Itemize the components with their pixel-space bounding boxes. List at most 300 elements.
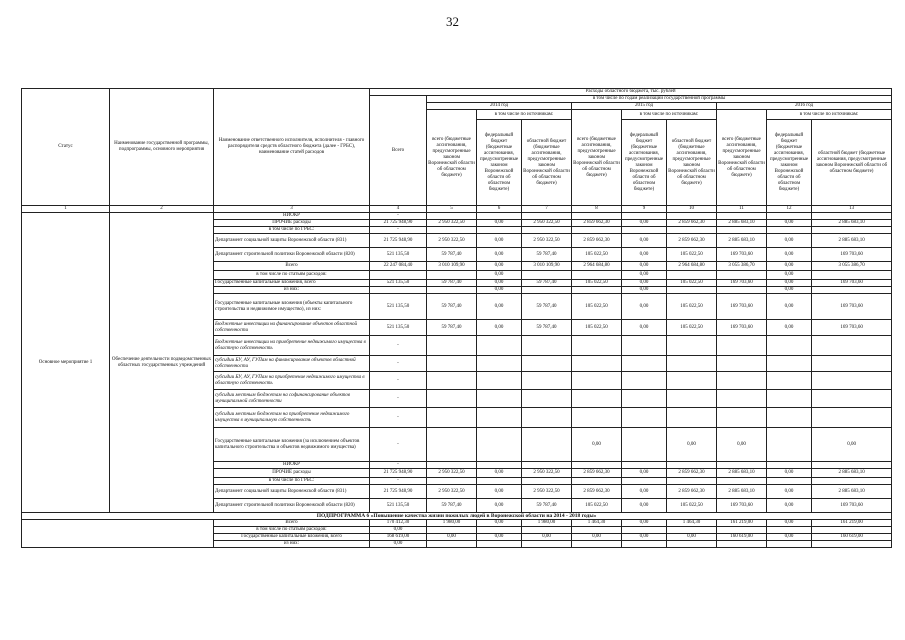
value-cell [812,527,892,534]
value-cell [427,372,477,390]
value-cell [767,227,812,234]
value-cell [717,356,767,372]
row-label: НИОКР [214,462,370,469]
value-cell [667,287,717,294]
value-cell: 1 980,00 [522,520,572,527]
value-cell: 0,00 [477,485,522,499]
value-cell [812,336,892,356]
column-number: 7 [522,206,572,213]
value-cell: 2 859 662,30 [667,220,717,227]
value-cell [667,408,717,428]
value-cell: 168 619,00 [370,534,427,541]
value-cell: 0,00 [767,534,812,541]
value-cell: 2 964 684,80 [572,262,622,271]
value-cell [427,462,477,469]
value-cell [522,271,572,280]
value-cell: 0,00 [767,499,812,513]
value-cell: 2 950 322,50 [427,469,477,478]
value-cell [477,227,522,234]
value-cell [522,527,572,534]
value-cell [522,428,572,462]
header-2014-regional: областной бюджет (бюджетные ассигнования, предусмотренные законом Воронежской области об областном бюджете) [522,120,572,206]
header-2014-federal: федеральный бюджет (бюджетные ассигнования, предусмотренные законом Воронежской области об областном бюджете) [477,120,522,206]
column-number: 8 [572,206,622,213]
value-cell: 3 010 109,90 [522,262,572,271]
row-label: ПРОЧИЕ расходы [214,220,370,227]
value-cell: 105 022,50 [667,248,717,262]
row-label: Департамент социальной защиты Воронежской области (831) [214,234,370,248]
value-cell [767,462,812,469]
value-cell [767,390,812,408]
header-2016-regional: областной бюджет (бюджетные ассигнования, предусмотренные законом Воронежской области об областном бюджете) [812,120,892,206]
value-cell: 0,00 [667,534,717,541]
value-cell: 0,00 [622,220,667,227]
header-expenses-group: Расходы областного бюджета, тыс. рублей [370,89,892,96]
table-body [22,213,892,513]
value-cell: 0,00 [717,428,767,462]
value-cell: 169 703,60 [717,320,767,336]
value-cell: 2 950 322,50 [522,485,572,499]
value-cell: 160 619,00 [717,534,767,541]
value-cell: 0,00 [667,428,717,462]
value-cell: 0,00 [767,248,812,262]
value-cell: - [370,478,427,485]
value-cell [667,478,717,485]
value-cell: 0,00 [767,320,812,336]
value-cell: 2 885 683,10 [812,469,892,478]
header-2015-sources: в том числе по источникам: [622,110,717,120]
value-cell: 2 950 322,50 [427,485,477,499]
value-cell [667,541,717,548]
row-label: Департамент социальной защиты Воронежской области (831) [214,485,370,499]
value-cell [717,478,767,485]
value-cell [572,287,622,294]
value-cell [812,390,892,408]
subprogram-row [22,520,892,527]
value-cell [622,227,667,234]
value-cell [667,390,717,408]
row-label: Всего [214,262,370,271]
value-cell [622,213,667,220]
row-label: в том числе по статьям расходов: [214,271,370,280]
value-cell [370,287,427,294]
value-cell: 169 703,60 [717,499,767,513]
budget-document [21,88,891,548]
value-cell: 169 703,60 [812,320,892,336]
value-cell: 169 703,60 [717,280,767,287]
value-cell [572,527,622,534]
header-years-group: в том числе по годам реализации государственной программы [427,96,892,103]
table-header [22,89,892,213]
column-number: 2 [110,206,214,213]
value-cell: 0,00 [477,271,522,280]
value-cell: 21 725 948,90 [370,220,427,227]
value-cell: 0,00 [572,534,622,541]
value-cell: 161 219,00 [717,520,767,527]
value-cell: 0,00 [427,534,477,541]
value-cell [812,478,892,485]
value-cell [522,408,572,428]
value-cell: 2 885 683,10 [717,485,767,499]
value-cell: - [370,462,427,469]
value-cell: 0,00 [767,262,812,271]
value-cell: 0,00 [622,499,667,513]
column-number: 5 [427,206,477,213]
value-cell: 3 055 386,70 [812,262,892,271]
value-cell: 2 950 322,50 [522,234,572,248]
value-cell: 0,00 [622,485,667,499]
value-cell: 21 725 948,90 [370,469,427,478]
value-cell [812,408,892,428]
value-cell: 2 859 662,30 [667,485,717,499]
value-cell: 0,00 [477,499,522,513]
value-cell: 0,00 [622,262,667,271]
value-cell: 59 787,40 [427,294,477,320]
value-cell [717,527,767,534]
value-cell: 21 725 948,90 [370,234,427,248]
value-cell [667,336,717,356]
page-number: 32 [446,14,459,29]
row-label: в том числе по ГРБС: [214,227,370,234]
row-label: из них: [214,541,370,548]
value-cell [667,227,717,234]
value-cell: 22 247 084,40 [370,262,427,271]
column-number: 9 [622,206,667,213]
status-cell: Основное мероприятие 1 [22,213,110,513]
value-cell [427,213,477,220]
value-cell: 59 787,40 [522,280,572,287]
value-cell [522,227,572,234]
value-cell: 105 022,50 [667,320,717,336]
value-cell: 59 787,40 [427,248,477,262]
value-cell [767,478,812,485]
subprogram-body [22,520,892,548]
value-cell [427,336,477,356]
value-cell [572,336,622,356]
value-cell [717,390,767,408]
header-total: Всего [370,96,427,206]
value-cell [717,336,767,356]
value-cell [522,213,572,220]
value-cell: 169 703,60 [812,280,892,287]
row-label: Бюджетные инвестиции на финансирование объектов областной собственности [214,320,370,336]
value-cell: 170 412,30 [370,520,427,527]
value-cell [522,462,572,469]
table-row [22,213,892,220]
value-cell [767,541,812,548]
subprogram-section [22,513,892,520]
value-cell [522,372,572,390]
row-label: из них: [214,287,370,294]
value-cell: 0,00 [522,534,572,541]
value-cell [522,287,572,294]
value-cell: 0,00 [622,271,667,280]
value-cell: 2 964 684,80 [667,262,717,271]
value-cell: 59 787,40 [522,320,572,336]
value-cell: 0,00 [622,248,667,262]
column-number: 1 [22,206,110,213]
value-cell: 2 885 683,10 [717,220,767,227]
value-cell [717,287,767,294]
column-number: 10 [667,206,717,213]
value-cell: 105 022,50 [572,248,622,262]
header-program: Наименование государственной программы, подпрограммы, основного мероприятия [110,89,214,206]
value-cell: 0,00 [767,485,812,499]
value-cell [477,428,522,462]
value-cell: 0,00 [477,320,522,336]
value-cell: 160 619,00 [812,534,892,541]
value-cell [477,527,522,534]
value-cell [717,372,767,390]
value-cell [427,390,477,408]
value-cell [622,372,667,390]
value-cell: 0,00 [622,320,667,336]
value-cell: 0,00 [812,428,892,462]
header-year-2015: 2015 год [572,103,717,110]
value-cell [572,227,622,234]
value-cell: 105 022,50 [667,280,717,287]
value-cell [767,527,812,534]
value-cell [667,372,717,390]
value-cell: 2 885 683,10 [812,220,892,227]
value-cell: 0,00 [622,294,667,320]
value-cell: - [370,408,427,428]
value-cell: 0,00 [572,428,622,462]
value-cell: 0,00 [622,280,667,287]
value-cell: 59 787,40 [427,499,477,513]
value-cell [522,541,572,548]
header-year-2014: 2014 год [427,103,572,110]
header-executor: Наименование ответственного исполнителя, исполнителя - главного распорядителя средств областного бюджета (далее - ГРБС), наименование статей расходов [214,89,370,206]
value-cell: 2 859 662,30 [572,469,622,478]
value-cell [522,478,572,485]
value-cell: 2 950 322,50 [427,234,477,248]
value-cell [812,227,892,234]
value-cell [572,356,622,372]
value-cell [767,372,812,390]
value-cell: - [370,428,427,462]
value-cell [767,336,812,356]
value-cell: 105 022,50 [572,280,622,287]
value-cell: 0,00 [622,520,667,527]
value-cell: - [370,213,427,220]
value-cell: - [370,227,427,234]
row-label: субсидии БУ, АУ, ГУПам на приобретение недвижимого имущества в областную собственность [214,372,370,390]
value-cell [427,478,477,485]
value-cell: 169 703,60 [812,499,892,513]
value-cell [572,271,622,280]
value-cell: 2 859 662,30 [572,485,622,499]
header-status: Статус [22,89,110,206]
value-cell: 0,00 [477,520,522,527]
header-2014-sources: в том числе по источникам: [477,110,572,120]
value-cell [717,227,767,234]
row-label: субсидии местным бюджетам на приобретение недвижимого имущества в муниципальную собственность [214,408,370,428]
value-cell [572,372,622,390]
value-cell: 2 859 662,30 [667,469,717,478]
value-cell: 521 135,50 [370,499,427,513]
row-label: субсидии местным бюджетам на софинансирование объектов муниципальной собственности [214,390,370,408]
value-cell: 21 725 948,90 [370,485,427,499]
value-cell: 3 055 386,70 [717,262,767,271]
value-cell [767,408,812,428]
value-cell: 0,00 [622,234,667,248]
value-cell [622,541,667,548]
value-cell [622,408,667,428]
value-cell [812,287,892,294]
value-cell [717,213,767,220]
value-cell [812,271,892,280]
value-cell: 2 859 662,30 [572,234,622,248]
value-cell: 0,00 [370,541,427,548]
value-cell [477,213,522,220]
column-number: 4 [370,206,427,213]
value-cell: 105 022,50 [572,499,622,513]
column-number: 11 [717,206,767,213]
value-cell [427,428,477,462]
row-label: в том числе по ГРБС: [214,478,370,485]
value-cell [572,541,622,548]
value-cell: 0,00 [767,294,812,320]
value-cell: 2 950 322,50 [427,220,477,227]
value-cell [572,390,622,408]
value-cell [667,356,717,372]
value-cell: 0,00 [622,534,667,541]
column-number: 6 [477,206,522,213]
value-cell: 169 703,60 [812,294,892,320]
column-number: 3 [214,206,370,213]
value-cell [812,541,892,548]
row-label: Государственные капитальные вложения (объекты капитального строительства и недвижимое имущество), из них: [214,294,370,320]
column-number: 12 [767,206,812,213]
value-cell: 0,00 [370,527,427,534]
value-cell: 2 859 662,30 [572,220,622,227]
column-number: 13 [812,206,892,213]
budget-table [21,88,892,548]
value-cell: - [370,372,427,390]
value-cell: 59 787,40 [522,294,572,320]
value-cell [427,527,477,534]
value-cell: 0,00 [622,469,667,478]
value-cell: 521 135,50 [370,320,427,336]
value-cell [522,336,572,356]
row-label: НИОКР [214,213,370,220]
value-cell [572,213,622,220]
value-cell: 0,00 [477,294,522,320]
value-cell: 161 219,00 [812,520,892,527]
header-2015-regional: областной бюджет (бюджетные ассигнования, предусмотренные законом Воронежской области об областном бюджете) [667,120,717,206]
row-label: Государственные капитальные вложения, всего [214,280,370,287]
value-cell: 2 950 322,50 [522,469,572,478]
row-label: Государственные капитальные вложения (за исключением объектов капитального строительства и объектов недвижимого имущества) [214,428,370,462]
value-cell: 0,00 [767,220,812,227]
value-cell: 1 464,30 [572,520,622,527]
value-cell: 2 885 683,10 [717,234,767,248]
value-cell: - [370,356,427,372]
value-cell [667,213,717,220]
row-label: Государственные капитальные вложения, всего [214,534,370,541]
value-cell: 0,00 [477,469,522,478]
value-cell [427,541,477,548]
value-cell [522,356,572,372]
value-cell [812,213,892,220]
value-cell [477,356,522,372]
value-cell [427,287,477,294]
header-2015-federal: федеральный бюджет (бюджетные ассигнования, предусмотренные законом Воронежской области об областном бюджете) [622,120,667,206]
header-2016-federal: федеральный бюджет (бюджетные ассигнования, предусмотренные законом Воронежской области об областном бюджете) [767,120,812,206]
value-cell: 521 135,50 [370,248,427,262]
value-cell: 0,00 [477,234,522,248]
value-cell [522,390,572,408]
value-cell [622,356,667,372]
value-cell: 105 022,50 [572,294,622,320]
row-label: Департамент строительной политики Воронежской области (820) [214,499,370,513]
value-cell: 0,00 [767,469,812,478]
value-cell [622,527,667,534]
value-cell: 105 022,50 [667,294,717,320]
value-cell: 0,00 [767,234,812,248]
value-cell: 59 787,40 [522,248,572,262]
header-2015-all: всего (бюджетные ассигнования, предусмотренные законом Воронежской области об областном бюджете) [572,110,622,206]
header-year-2016: 2016 год [717,103,892,110]
row-label: ПРОЧИЕ расходы [214,469,370,478]
column-number-row [22,206,892,213]
value-cell [717,541,767,548]
value-cell [427,227,477,234]
blank-cell [22,520,214,548]
row-label: субсидии БУ, АУ, ГУПам на финансирование объектов областной собственности [214,356,370,372]
value-cell: 105 022,50 [572,320,622,336]
value-cell [477,478,522,485]
value-cell: 1 464,30 [667,520,717,527]
value-cell [717,462,767,469]
value-cell: 169 703,60 [717,248,767,262]
row-label: Бюджетные инвестиции на приобретение недвижимого имущества в областную собственность [214,336,370,356]
value-cell: 169 703,60 [812,248,892,262]
value-cell [767,356,812,372]
value-cell [477,390,522,408]
value-cell [667,271,717,280]
value-cell [767,428,812,462]
value-cell: 2 950 322,50 [522,220,572,227]
value-cell [717,408,767,428]
value-cell: 0,00 [767,280,812,287]
value-cell: 0,00 [477,534,522,541]
value-cell: 0,00 [767,287,812,294]
value-cell: 2 885 683,10 [812,485,892,499]
value-cell: 3 010 109,90 [427,262,477,271]
value-cell [622,478,667,485]
value-cell [812,372,892,390]
value-cell: 0,00 [477,280,522,287]
value-cell: 0,00 [477,262,522,271]
value-cell: 0,00 [477,220,522,227]
value-cell [427,356,477,372]
program-cell: Обеспечение деятельности подведомственных областных государственных учреждений [110,213,214,513]
value-cell: 105 022,50 [667,499,717,513]
value-cell [622,462,667,469]
value-cell: 169 703,60 [717,294,767,320]
value-cell: 521 135,50 [370,294,427,320]
subprogram-title: ПОДПРОГРАММА 6 «Повышение качества жизни пожилых людей в Воронежской области на 2014 - 2018 годы» [22,513,892,520]
value-cell [477,408,522,428]
value-cell: - [370,390,427,408]
value-cell [572,478,622,485]
value-cell: 0,00 [622,287,667,294]
value-cell: 2 885 683,10 [812,234,892,248]
value-cell: 1 980,00 [427,520,477,527]
value-cell: 2 859 662,30 [667,234,717,248]
